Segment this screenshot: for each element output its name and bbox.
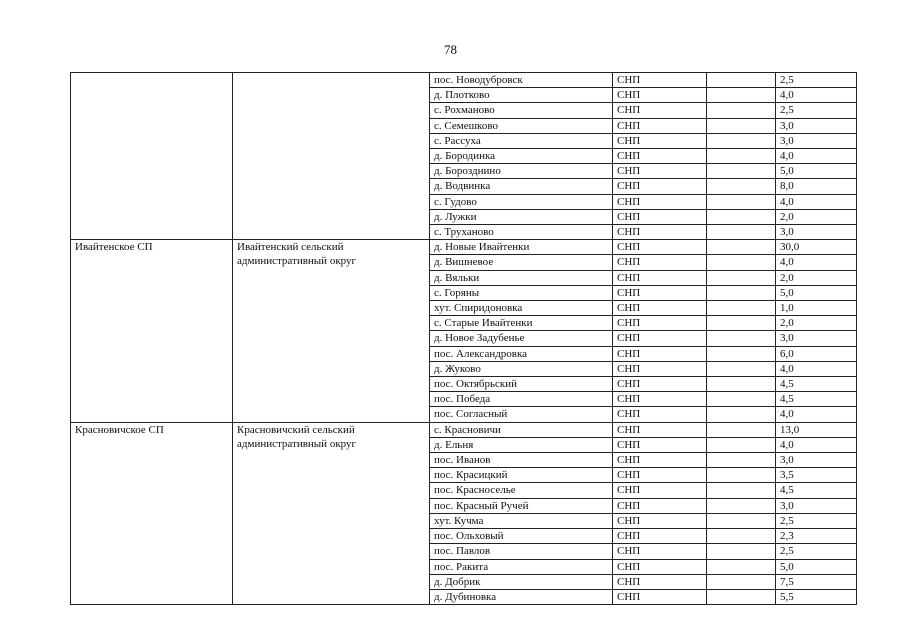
extra-cell [707,483,776,498]
locality-cell: д. Новые Ивайтенки [430,240,613,255]
locality-cell: пос. Павлов [430,544,613,559]
type-cell: СНП [613,255,707,270]
type-cell: СНП [613,270,707,285]
value-cell: 4,0 [776,361,857,376]
value-cell: 3,5 [776,468,857,483]
type-cell: СНП [613,118,707,133]
extra-cell [707,437,776,452]
extra-cell [707,194,776,209]
locality-cell: пос. Победа [430,392,613,407]
locality-cell: с. Старые Ивайтенки [430,316,613,331]
locality-cell: пос. Новодубровск [430,73,613,88]
type-cell: СНП [613,377,707,392]
locality-cell: д. Дубиновка [430,589,613,604]
table-row [71,73,857,88]
locality-cell: с. Семешково [430,118,613,133]
locality-cell: пос. Красный Ручей [430,498,613,513]
extra-cell [707,468,776,483]
value-cell: 30,0 [776,240,857,255]
locality-cell: пос. Согласный [430,407,613,422]
type-cell: СНП [613,225,707,240]
type-cell: СНП [613,498,707,513]
settlement-cell: Красновичское СП [71,422,233,604]
type-cell: СНП [613,133,707,148]
value-cell: 4,5 [776,483,857,498]
extra-cell [707,331,776,346]
extra-cell [707,301,776,316]
value-cell: 5,0 [776,559,857,574]
value-cell: 7,5 [776,574,857,589]
extra-cell [707,225,776,240]
value-cell: 4,0 [776,88,857,103]
type-cell: СНП [613,422,707,437]
extra-cell [707,377,776,392]
type-cell: СНП [613,559,707,574]
type-cell: СНП [613,513,707,528]
type-cell: СНП [613,589,707,604]
type-cell: СНП [613,437,707,452]
value-cell: 5,0 [776,164,857,179]
type-cell: СНП [613,468,707,483]
extra-cell [707,316,776,331]
locality-cell: хут. Спиридоновка [430,301,613,316]
type-cell: СНП [613,179,707,194]
type-cell: СНП [613,316,707,331]
extra-cell [707,103,776,118]
extra-cell [707,529,776,544]
extra-cell [707,498,776,513]
type-cell: СНП [613,544,707,559]
extra-cell [707,589,776,604]
value-cell: 6,0 [776,346,857,361]
extra-cell [707,240,776,255]
type-cell: СНП [613,529,707,544]
table-row [71,422,857,437]
value-cell: 2,0 [776,316,857,331]
extra-cell [707,544,776,559]
locality-cell: с. Труханово [430,225,613,240]
district-cell [233,73,430,240]
extra-cell [707,73,776,88]
extra-cell [707,149,776,164]
type-cell: СНП [613,88,707,103]
locality-cell: д. Борозднино [430,164,613,179]
type-cell: СНП [613,574,707,589]
type-cell: СНП [613,149,707,164]
extra-cell [707,407,776,422]
value-cell: 4,0 [776,194,857,209]
type-cell: СНП [613,483,707,498]
locality-cell: с. Рассуха [430,133,613,148]
value-cell: 4,5 [776,392,857,407]
type-cell: СНП [613,209,707,224]
value-cell: 2,0 [776,270,857,285]
type-cell: СНП [613,331,707,346]
locality-cell: пос. Красицкий [430,468,613,483]
value-cell: 2,5 [776,73,857,88]
page-number: 78 [444,42,457,57]
extra-cell [707,270,776,285]
extra-cell [707,422,776,437]
value-cell: 3,0 [776,118,857,133]
type-cell: СНП [613,285,707,300]
value-cell: 3,0 [776,331,857,346]
extra-cell [707,118,776,133]
locality-cell: д. Жуково [430,361,613,376]
locality-cell: д. Вишневое [430,255,613,270]
extra-cell [707,133,776,148]
value-cell: 4,0 [776,149,857,164]
value-cell: 1,0 [776,301,857,316]
value-cell: 3,0 [776,225,857,240]
type-cell: СНП [613,240,707,255]
type-cell: СНП [613,453,707,468]
extra-cell [707,361,776,376]
type-cell: СНП [613,73,707,88]
locality-cell: д. Бородинка [430,149,613,164]
extra-cell [707,88,776,103]
settlement-cell: Ивайтенское СП [71,240,233,422]
type-cell: СНП [613,301,707,316]
locality-cell: пос. Ольховый [430,529,613,544]
value-cell: 4,0 [776,255,857,270]
locality-cell: пос. Красноселье [430,483,613,498]
extra-cell [707,209,776,224]
value-cell: 13,0 [776,422,857,437]
extra-cell [707,574,776,589]
value-cell: 5,5 [776,589,857,604]
value-cell: 3,0 [776,498,857,513]
locality-cell: с. Красновичи [430,422,613,437]
settlements-table [70,72,857,605]
value-cell: 3,0 [776,133,857,148]
table-row [71,240,857,255]
type-cell: СНП [613,103,707,118]
extra-cell [707,164,776,179]
extra-cell [707,513,776,528]
value-cell: 2,5 [776,103,857,118]
value-cell: 4,5 [776,377,857,392]
type-cell: СНП [613,164,707,179]
type-cell: СНП [613,392,707,407]
type-cell: СНП [613,361,707,376]
locality-cell: пос. Октябрьский [430,377,613,392]
locality-cell: д. Вяльки [430,270,613,285]
locality-cell: пос. Иванов [430,453,613,468]
locality-cell: хут. Кучма [430,513,613,528]
extra-cell [707,346,776,361]
district-cell: Ивайтенский сельский административный округ [233,240,430,422]
extra-cell [707,285,776,300]
value-cell: 5,0 [776,285,857,300]
type-cell: СНП [613,407,707,422]
locality-cell: пос. Александровка [430,346,613,361]
extra-cell [707,255,776,270]
locality-cell: пос. Ракита [430,559,613,574]
type-cell: СНП [613,346,707,361]
locality-cell: д. Добрик [430,574,613,589]
value-cell: 4,0 [776,407,857,422]
locality-cell: д. Новое Задубенье [430,331,613,346]
locality-cell: с. Рохманово [430,103,613,118]
locality-cell: д. Плотково [430,88,613,103]
district-cell: Красновичский сельский административный округ [233,422,430,604]
settlement-cell [71,73,233,240]
value-cell: 2,3 [776,529,857,544]
extra-cell [707,179,776,194]
value-cell: 8,0 [776,179,857,194]
value-cell: 2,5 [776,544,857,559]
extra-cell [707,559,776,574]
locality-cell: д. Лужки [430,209,613,224]
locality-cell: д. Ельня [430,437,613,452]
extra-cell [707,392,776,407]
locality-cell: с. Горяны [430,285,613,300]
type-cell: СНП [613,194,707,209]
value-cell: 4,0 [776,437,857,452]
locality-cell: с. Гудово [430,194,613,209]
value-cell: 3,0 [776,453,857,468]
value-cell: 2,0 [776,209,857,224]
extra-cell [707,453,776,468]
locality-cell: д. Водвинка [430,179,613,194]
value-cell: 2,5 [776,513,857,528]
